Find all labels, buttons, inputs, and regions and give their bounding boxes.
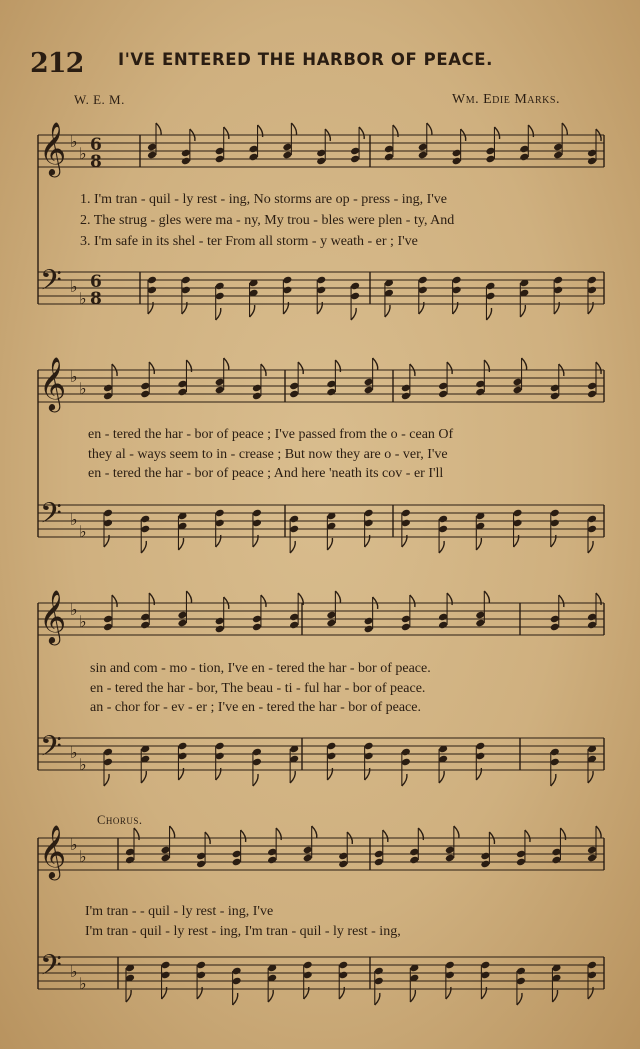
note-flag [327,538,332,550]
time-signature-bottom: 8 [90,152,102,172]
note-flag [410,990,415,1002]
note-flag [268,990,273,1002]
note-flag [126,990,131,1002]
lyric-line-verse1-s1: 1. I'm tran - quil - ly rest - ing, No storms are op - press - ing, I've [80,192,448,207]
note-flag [385,305,390,317]
flat-icon: ♭ [79,379,87,398]
treble-clef-icon: 𝄞 [39,824,67,878]
lyric-line-chorus1: I'm tran - - quil - ly rest - ing, I've [85,904,274,919]
note-flag [522,358,527,370]
note-flag [552,990,557,1002]
note-flag [525,830,530,842]
note-flag [351,308,356,320]
lyric-line-verse3-s3: an - chor for - ev - er ; I've en - tered the har - bor of peace. [90,700,421,715]
note-flag [216,308,221,320]
lyric-line-verse2-s3: en - tered the har - bor, The beau - ti - ful har - bor of peace. [90,681,426,696]
flat-icon: ♭ [79,755,87,774]
note-flag [104,774,109,786]
note-flag [596,826,601,838]
hymn-title: I'VE ENTERED THE HARBOR OF PEACE. [118,50,494,69]
flat-icon: ♭ [70,835,78,854]
note-flag [454,826,459,838]
flat-icon: ♭ [70,277,78,296]
note-flag [439,771,444,783]
note-flag [112,595,117,607]
lyric-line-verse3-s1: 3. I'm safe in its shel - ter From all storm - y weath - er ; I've [80,234,418,249]
page-number: 212 [30,48,84,79]
note-flag [290,541,295,553]
note-flag [486,308,491,320]
bass-clef-icon: 𝄢 [40,497,62,537]
note-flag [335,591,340,603]
note-flag [427,123,432,135]
bass-clef-icon: 𝄢 [40,264,62,304]
note-flag [410,595,415,607]
note-flag [588,541,593,553]
flat-icon: ♭ [70,510,78,529]
flat-icon: ♭ [70,743,78,762]
note-flag [551,774,556,786]
note-flag [156,123,161,135]
note-flag [383,830,388,842]
lyric-line-chorus2: I'm tran - quil - ly rest - ing, I'm tran - quil - ly rest - ing, [85,924,401,939]
bass-clef-icon: 𝄢 [40,730,62,770]
note-flag [224,358,229,370]
note-flag [588,771,593,783]
lyric-line-verse3-s2: en - tered the har - bor of peace ; And here 'neath its cov - er I'll [88,466,444,481]
note-flag [261,595,266,607]
treble-clef-icon: 𝄞 [39,589,67,643]
note-flag [141,541,146,553]
note-flag [484,591,489,603]
note-flag [494,127,499,139]
note-flag [375,993,380,1005]
flat-icon: ♭ [79,612,87,631]
note-flag [186,591,191,603]
words-credit: W. E. M. [74,92,125,107]
note-flag [290,771,295,783]
note-flag [596,362,601,374]
note-flag [178,538,183,550]
note-flag [253,774,258,786]
note-flag [241,830,246,842]
note-flag [312,826,317,838]
note-flag [233,993,238,1005]
lyric-line-verse1-s3: sin and com - mo - tion, I've en - tered the har - bor of peace. [90,661,431,676]
treble-clef-icon: 𝄞 [39,356,67,410]
flat-icon: ♭ [70,132,78,151]
note-flag [359,127,364,139]
flat-icon: ♭ [79,144,87,163]
lyric-line-verse2-s1: 2. The strug - gles were ma - ny, My trou - bles were plen - ty, And [80,213,455,228]
flat-icon: ♭ [70,600,78,619]
lyric-line-verse1-s2: en - tered the har - bor of peace ; I've passed from the o - cean Of [88,427,454,442]
chorus-label: Chorus. [97,813,143,827]
note-flag [224,127,229,139]
flat-icon: ♭ [70,962,78,981]
note-flag [373,358,378,370]
lyric-line-verse2-s2: they al - ways seem to in - crease ; But now they are o - ver, I've [88,447,448,462]
note-flag [291,123,296,135]
flat-icon: ♭ [70,367,78,386]
time-signature-bottom: 8 [90,289,102,309]
note-flag [562,123,567,135]
treble-clef-icon: 𝄞 [39,121,67,175]
flat-icon: ♭ [79,847,87,866]
flat-icon: ♭ [79,289,87,308]
note-flag [141,771,146,783]
music-credit: Wm. Edie Marks. [452,92,560,107]
time-signature-top: 6 [90,272,102,292]
time-signature-top: 6 [90,135,102,155]
note-flag [149,362,154,374]
flat-icon: ♭ [79,974,87,993]
note-flag [520,305,525,317]
note-flag [170,826,175,838]
note-flag [402,774,407,786]
note-flag [559,595,564,607]
note-flag [439,541,444,553]
bass-clef-icon: 𝄢 [40,949,62,989]
flat-icon: ♭ [79,522,87,541]
note-flag [476,538,481,550]
note-flag [298,362,303,374]
note-flag [447,362,452,374]
note-flag [250,305,255,317]
note-flag [517,993,522,1005]
